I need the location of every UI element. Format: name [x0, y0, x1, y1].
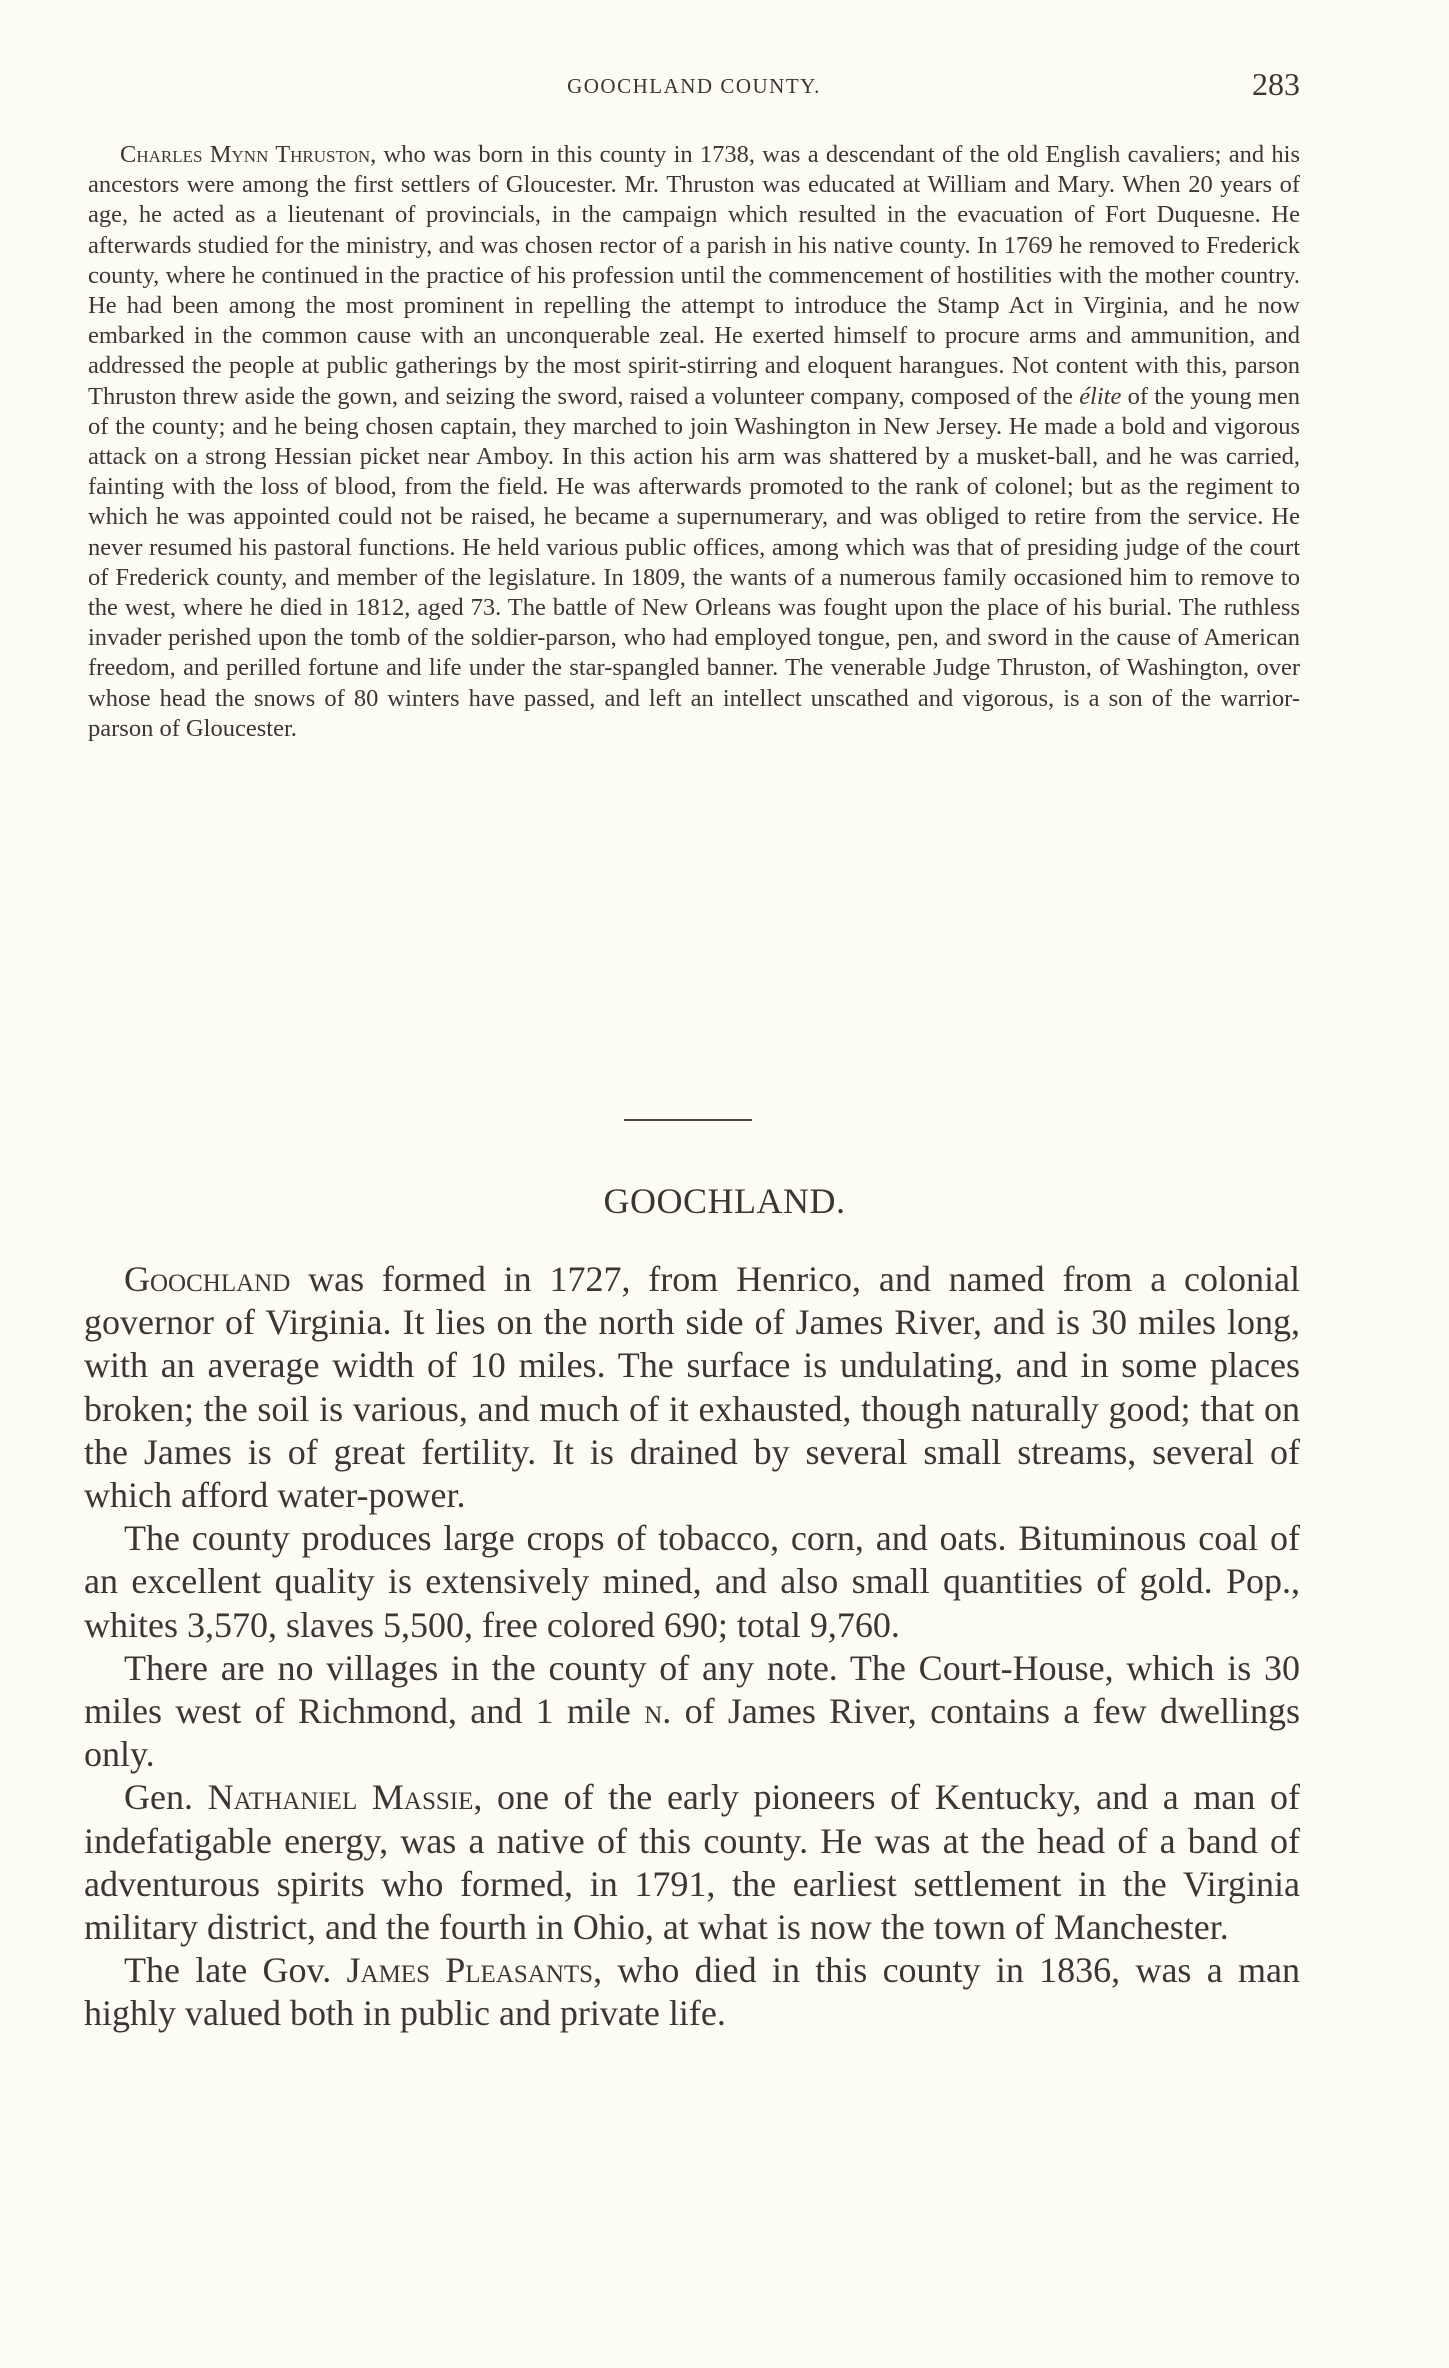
paragraph [88, 140, 1300, 744]
paragraph-text: of the young men of the county; and he being chosen captain, they marched to join Washington in New Jersey. He made a bold and vigorous attack on a strong Hessian picket near Amboy. In this action his arm was shattered by a musket-ball, and he was carried, fainting with the loss of blood, from the field. He was afterwards promoted to the rank of colonel; but as the regiment to which he was appointed could not be raised, he became a supernumerary, and was obliged to retire from the service. He never resumed his pastoral functions. He held various public offices, among which was that of presiding judge of the court of Frederick county, and member of the legislature. In 1809, the wants of a numerous family occasioned him to remove to the west, where he died in 1812, aged 73. The battle of New Orleans was fought upon the place of his burial. The ruthless invader perished upon the tomb of the soldier-parson, who had employed tongue, pen, and sword in the cause of American freedom, and perilled fortune and life under the star-spangled banner. The venerable Judge Thruston, of Washington, over whose head the snows of 80 winters have passed, and left an intellect unscathed and vigorous, is a son of the warrior-parson of Gloucester. [88, 382, 1300, 742]
thruston-biography [88, 140, 1300, 744]
person-name: James Pleasants [346, 1950, 594, 1991]
paragraph-text: There are no villages in the county of any note. The Court-House, which is 30 miles west of Richmond, and 1 mile [84, 1647, 1300, 1732]
section-divider [624, 1119, 752, 1121]
running-head [88, 66, 1300, 106]
person-name: Charles Mynn Thruston [120, 141, 371, 168]
paragraph [84, 1258, 1300, 1517]
abbreviation: n. [644, 1691, 672, 1732]
lead-word: Goochland [124, 1259, 291, 1299]
paragraph-text: , who was born in this county in 1738, was a descendant of the old English cavaliers; and his ancestors were among the first settlers of Gloucester. Mr. Thruston was educated at William and Mary. When 20 years of age, he acted as a lieutenant of provincials, in the campaign which resulted in the evacuation of Fort Duquesne. He afterwards studied for the ministry, and was chosen rector of a parish in his native county. In 1769 he removed to Frederick county, where he continued in the practice of his profession until the commencement of hostilities with the mother country. He had been among the most prominent in repelling the attempt to introduce the Stamp Act in Virginia, and he now embarked in the common cause with an unconquerable zeal. He exerted himself to procure arms and ammunition, and addressed the people at public gatherings by the most spirit-stirring and eloquent harangues. Not content with this, parson Thruston threw aside the gown, and seizing the sword, raised a volunteer company, composed of the [88, 141, 1300, 410]
paragraph-text: , who died in this county in 1836, was a man highly valued both in public and private life. [84, 1950, 1301, 2034]
page-number: 283 [1252, 66, 1300, 102]
paragraph-text: was formed in 1727, from Henrico, and named from a colonial governor of Virginia. It lies on the north side of James River, and is 30 miles long, with an average width of 10 miles. The surface is undulating, and in some places broken; the soil is various, and much of it exhausted, though naturally good; that on the James is of great fertility. It is drained by several small streams, several of which afford water-power. [84, 1259, 1300, 1516]
running-title: GOOCHLAND COUNTY. [567, 74, 821, 98]
paragraph-text: , one of the early pioneers of Kentucky, and a man of indefatigable energy, was a native of this county. He was at the head of a band of adventurous spirits who formed, in 1791, the earliest settlement in the Virginia military district, and the fourth in Ohio, at what is now the town of Manchester. [84, 1777, 1300, 1948]
paragraph [84, 1647, 1300, 1777]
paragraph [84, 1949, 1300, 2035]
paragraph-text: of James River, contains a few dwellings only. [84, 1691, 1300, 1775]
paragraph [84, 1517, 1300, 1647]
section-heading: GOOCHLAND. [603, 1181, 846, 1221]
goochland-section [84, 1258, 1300, 2036]
paragraph-prefix: Gen. [124, 1777, 208, 1818]
paragraph-prefix: The late Gov. [124, 1950, 347, 1991]
paragraph-text: The county produces large crops of tobacco, corn, and oats. Bituminous coal of an excellent quality is extensively mined, and also small quantities of gold. Pop., whites 3,570, slaves 5,500, free colored 690; total 9,760. [84, 1518, 1300, 1645]
person-name: Nathaniel Massie [207, 1777, 474, 1818]
paragraph [84, 1776, 1300, 1949]
italic-term: élite [1079, 382, 1122, 410]
